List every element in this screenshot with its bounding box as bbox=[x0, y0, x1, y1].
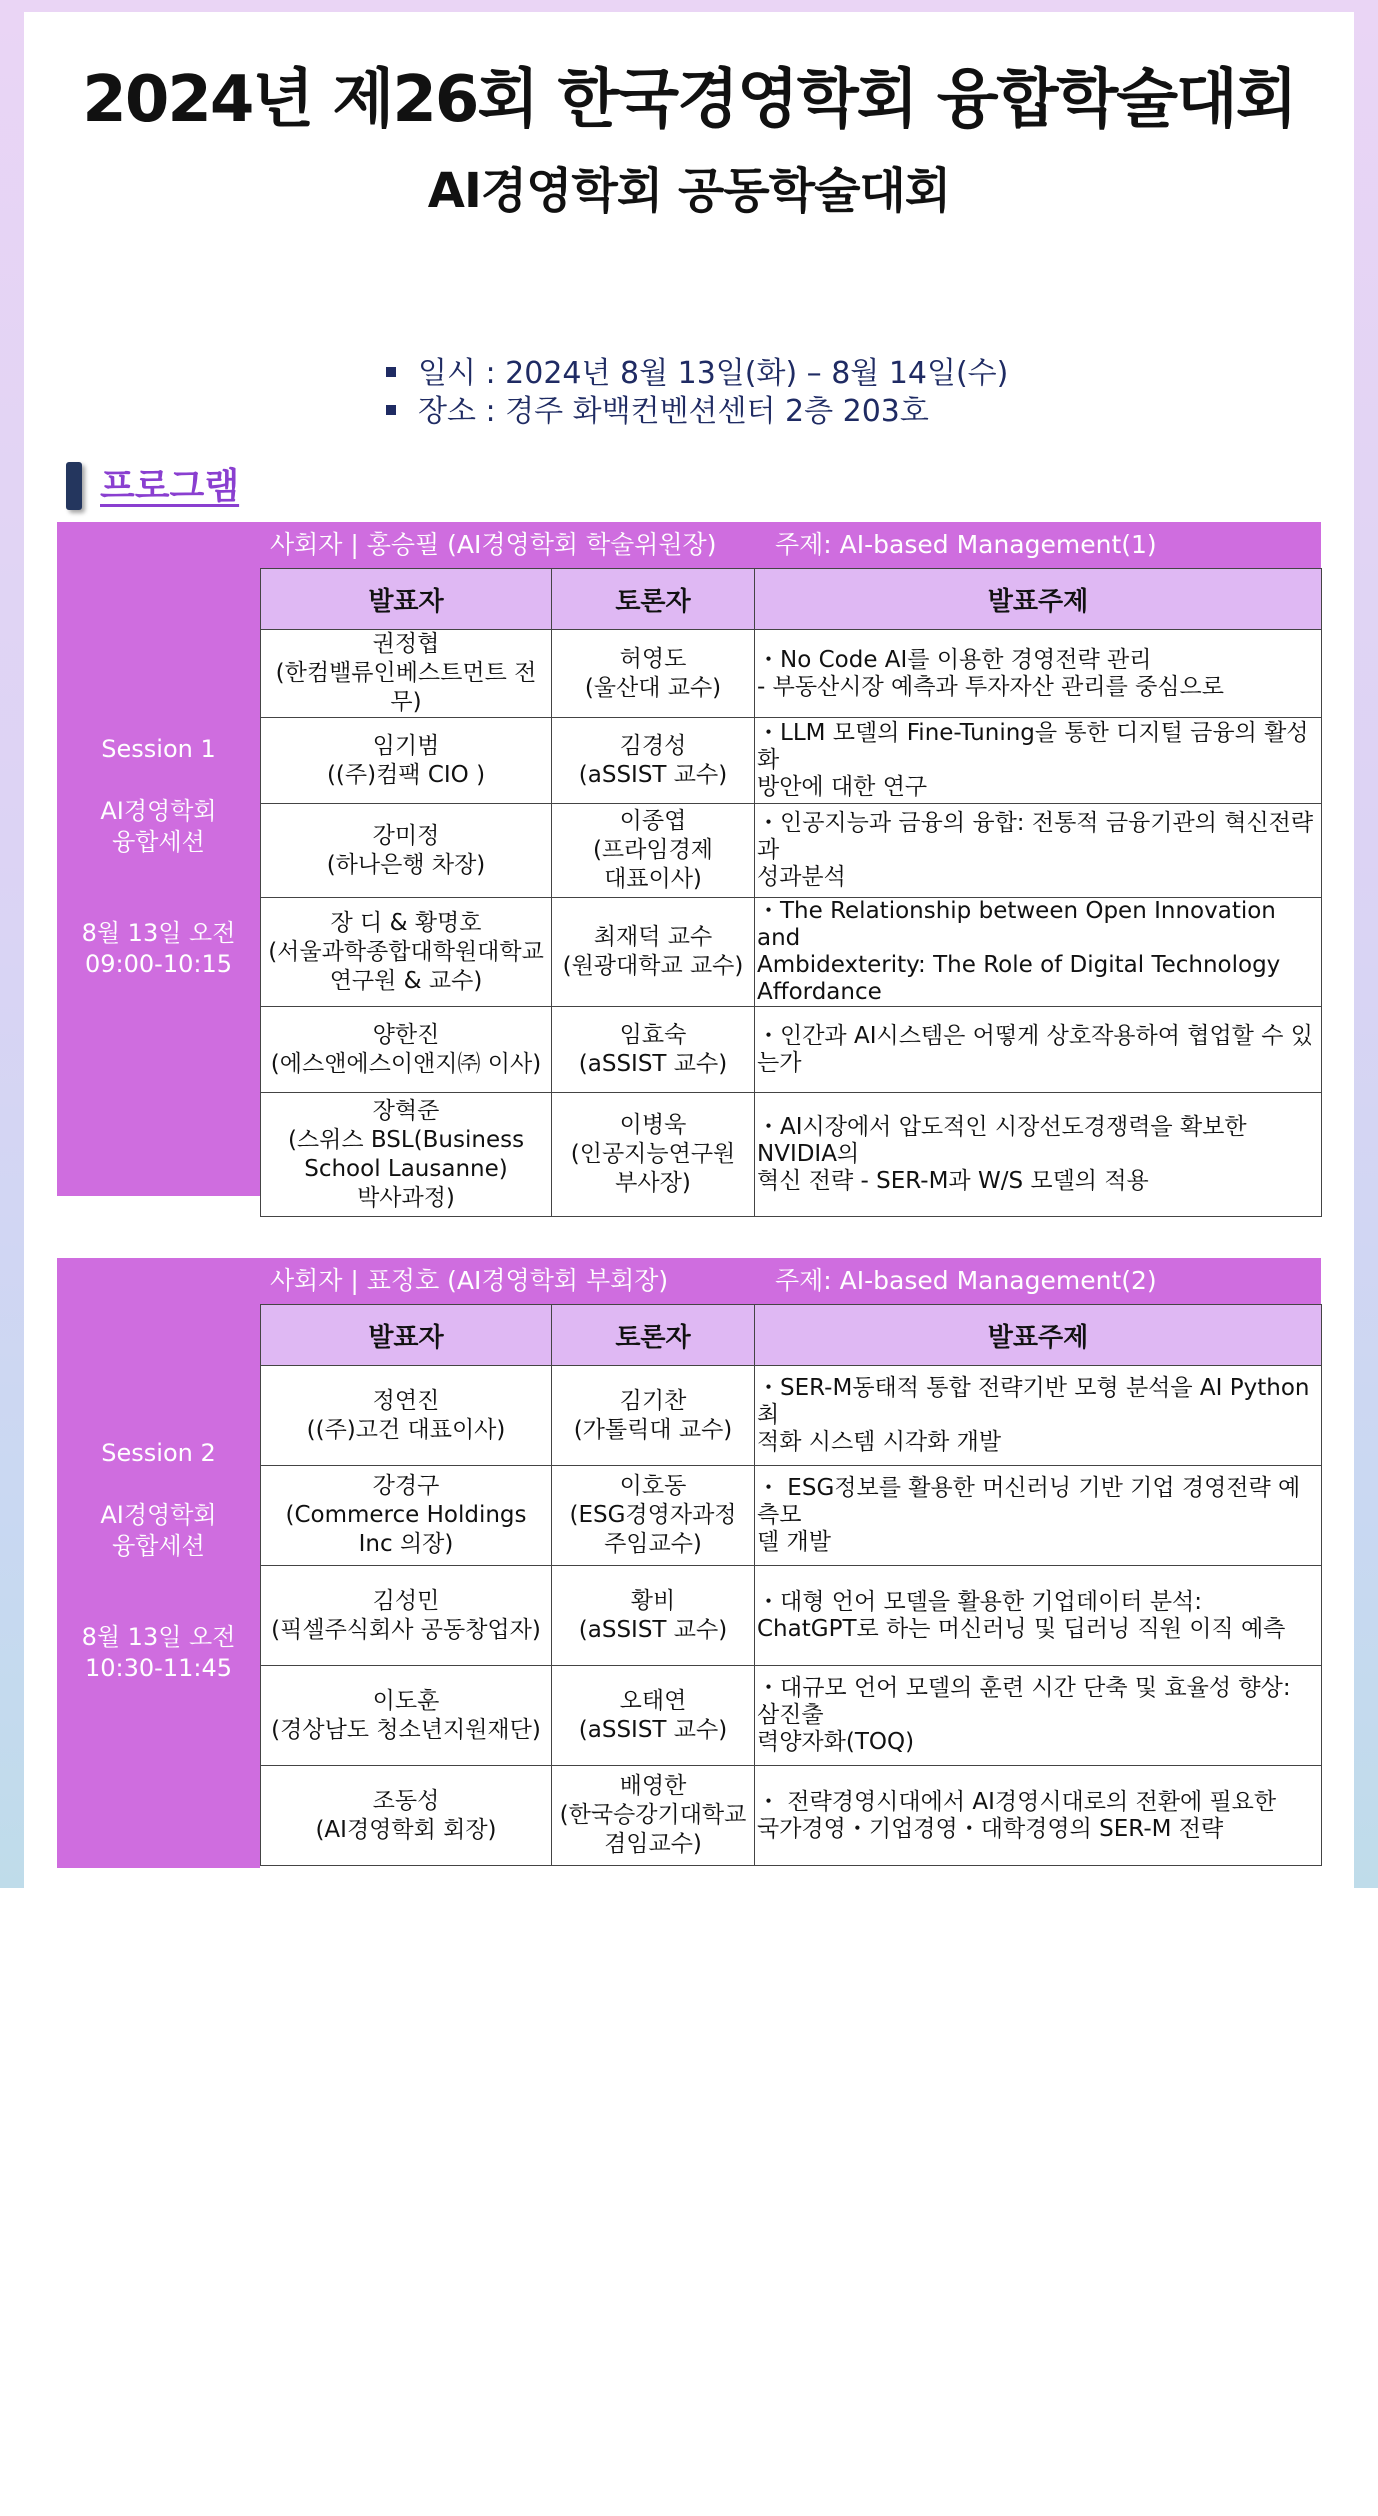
cell-line: - 부동산시장 예측과 투자자산 관리를 중심으로 bbox=[757, 673, 1224, 700]
cell-line: (픽셀주식회사 공동창업자) bbox=[271, 1616, 541, 1643]
topic-cell bbox=[755, 630, 1322, 718]
discussant-cell bbox=[552, 1566, 755, 1666]
presenter-cell bbox=[261, 1466, 552, 1566]
session-2-table bbox=[260, 1304, 1322, 1866]
cell-line: 임효숙 bbox=[619, 1021, 687, 1048]
cell-line: 김경성 bbox=[619, 732, 687, 759]
session-2-time-line: 8월 13일 오전 bbox=[81, 1623, 236, 1651]
session-2-type bbox=[57, 1500, 260, 1562]
session-1-block bbox=[57, 522, 1321, 1211]
cell-line: 국가경영・기업경영・대학경영의 SER-M 전략 bbox=[757, 1815, 1224, 1842]
table-header-row bbox=[261, 569, 1322, 630]
session-2-theme: 주제: AI-based Management(2) bbox=[775, 1266, 1157, 1295]
event-venue bbox=[386, 386, 929, 430]
topic-cell bbox=[755, 1366, 1322, 1466]
cell-line: ・SER-M동태적 통합 전략기반 모형 분석을 AI Python 최 bbox=[757, 1375, 1310, 1428]
discussant-header: 토론자 bbox=[552, 1305, 755, 1366]
square-bullet-icon bbox=[386, 367, 396, 377]
discussant-header: 토론자 bbox=[552, 569, 755, 630]
topic-cell bbox=[755, 1093, 1322, 1217]
session-2-moderator: 사회자 | 표정호 (AI경영학회 부회장) bbox=[270, 1266, 669, 1295]
cell-line: ・인공지능과 금융의 융합: 전통적 금융기관의 혁신전략과 bbox=[757, 810, 1314, 863]
table-row bbox=[261, 630, 1322, 718]
session-2-label-column bbox=[57, 1258, 260, 1868]
cell-line: ・No Code AI를 이용한 경영전략 관리 bbox=[757, 646, 1152, 673]
cell-line: (서울과학종합대학원대학교 bbox=[268, 938, 544, 965]
cell-line: 부사장) bbox=[615, 1170, 691, 1196]
cell-line: (aSSIST 교수) bbox=[578, 1050, 728, 1077]
session-1-type-line: 융합세션 bbox=[112, 828, 205, 856]
discussant-cell bbox=[552, 718, 755, 804]
cell-line: 오태연 bbox=[619, 1687, 687, 1714]
session-1-time bbox=[57, 918, 260, 980]
cell-line: ・LLM 모델의 Fine-Tuning을 통한 디지털 금융의 활성화 bbox=[757, 720, 1309, 773]
session-2-moderator-bar bbox=[260, 1258, 1321, 1304]
cell-line: 박사과정) bbox=[357, 1184, 455, 1211]
cell-line: (AI경영학회 회장) bbox=[315, 1816, 497, 1843]
cell-line: 성과분석 bbox=[757, 864, 846, 890]
session-2-time-line: 10:30-11:45 bbox=[85, 1654, 232, 1682]
cell-line: 김기찬 bbox=[619, 1387, 687, 1414]
cell-line: 연구원 & 교수) bbox=[329, 967, 483, 994]
cell-line: ・대규모 언어 모델의 훈련 시간 단축 및 효율성 향상: 삼진출 bbox=[757, 1675, 1291, 1728]
cell-line: 장 디 & 황명호 bbox=[330, 909, 482, 936]
discussant-cell bbox=[552, 1666, 755, 1766]
cell-line: ・AI시장에서 압도적인 시장선도경쟁력을 확보한 NVIDIA의 bbox=[757, 1114, 1247, 1167]
cell-line: 양한진 bbox=[372, 1021, 440, 1048]
cell-line: ((주)컴팩 CIO ) bbox=[326, 761, 486, 788]
cell-line: 혁신 전략 - SER-M과 W/S 모델의 적용 bbox=[757, 1168, 1149, 1194]
topic-cell bbox=[755, 1007, 1322, 1093]
presenter-cell bbox=[261, 1093, 552, 1217]
cell-line: 이종엽 bbox=[619, 808, 687, 834]
event-venue-text: 장소 : 경주 화백컨벤션센터 2층 203호 bbox=[418, 394, 929, 429]
cell-line: (ESG경영자과정 bbox=[569, 1502, 737, 1528]
table-row bbox=[261, 1666, 1322, 1766]
discussant-cell bbox=[552, 1007, 755, 1093]
table-header-row bbox=[261, 1305, 1322, 1366]
topic-header: 발표주제 bbox=[755, 569, 1322, 630]
session-2-name: Session 2 bbox=[101, 1439, 216, 1467]
cell-line: 최재덕 교수 bbox=[593, 924, 713, 950]
cell-line: ((주)고건 대표이사) bbox=[306, 1416, 506, 1443]
discussant-cell bbox=[552, 630, 755, 718]
section-marker-icon bbox=[66, 462, 82, 510]
presenter-cell bbox=[261, 1566, 552, 1666]
discussant-cell bbox=[552, 1466, 755, 1566]
cell-line: (울산대 교수) bbox=[584, 674, 722, 701]
cell-line: Ambidexterity: The Role of Digital Technology bbox=[757, 952, 1281, 978]
cell-line: 황비 bbox=[630, 1587, 676, 1614]
discussant-cell bbox=[552, 804, 755, 898]
session-1-type-line: AI경영학회 bbox=[100, 797, 217, 825]
discussant-cell bbox=[552, 1766, 755, 1866]
cell-line: 적화 시스템 시각화 개발 bbox=[757, 1429, 1002, 1455]
topic-cell bbox=[755, 1466, 1322, 1566]
square-bullet-icon bbox=[386, 405, 396, 415]
session-2-type-line: AI경영학회 bbox=[100, 1501, 217, 1529]
cell-line: 강미정 bbox=[372, 822, 440, 849]
cell-line: Affordance bbox=[757, 979, 882, 1005]
table-row bbox=[261, 804, 1322, 898]
presenter-cell bbox=[261, 1766, 552, 1866]
cell-line: 허영도 bbox=[619, 645, 687, 672]
cell-line: (한국승강기대학교 bbox=[559, 1802, 747, 1828]
table-row bbox=[261, 898, 1322, 1007]
cell-line: (aSSIST 교수) bbox=[578, 1716, 728, 1743]
table-row bbox=[261, 1566, 1322, 1666]
session-2-time bbox=[57, 1622, 260, 1684]
cell-line: ChatGPT로 하는 머신러닝 및 딥러닝 직원 이직 예측 bbox=[757, 1615, 1286, 1642]
cell-line: (인공지능연구원 bbox=[570, 1141, 736, 1167]
cell-line: 권정협 bbox=[372, 631, 440, 657]
cell-line: (에스앤에스이앤지㈜ 이사) bbox=[270, 1050, 542, 1077]
table-row bbox=[261, 718, 1322, 804]
presenter-header: 발표자 bbox=[261, 1305, 552, 1366]
discussant-cell bbox=[552, 1093, 755, 1217]
session-2-type-line: 융합세션 bbox=[112, 1532, 205, 1560]
cell-line: 델 개발 bbox=[757, 1529, 831, 1555]
cell-line: 김성민 bbox=[372, 1587, 440, 1614]
cell-line: ・대형 언어 모델을 활용한 기업데이터 분석: bbox=[757, 1588, 1203, 1615]
table-row bbox=[261, 1466, 1322, 1566]
session-1-moderator: 사회자 | 홍승필 (AI경영학회 학술위원장) bbox=[270, 530, 717, 559]
discussant-cell bbox=[552, 1366, 755, 1466]
table-row bbox=[261, 1093, 1322, 1217]
program-heading: 프로그램 bbox=[100, 466, 240, 507]
cell-line: 주임교수) bbox=[604, 1531, 702, 1557]
cell-line: 장혁준 bbox=[372, 1097, 440, 1124]
presenter-cell bbox=[261, 898, 552, 1007]
topic-cell bbox=[755, 1666, 1322, 1766]
presenter-cell bbox=[261, 804, 552, 898]
session-1-table bbox=[260, 568, 1322, 1217]
page-title: 2024년 제26회 한국경영학회 융합학술대회 bbox=[82, 63, 1296, 137]
presenter-cell bbox=[261, 718, 552, 804]
cell-line: 대표이사) bbox=[604, 866, 702, 892]
session-1-label-column bbox=[57, 522, 260, 1196]
cell-line: 배영한 bbox=[619, 1773, 687, 1799]
topic-cell bbox=[755, 804, 1322, 898]
session-1-time-line: 8월 13일 오전 bbox=[81, 919, 236, 947]
cell-line: School Lausanne) bbox=[304, 1155, 508, 1182]
cell-line: 이호동 bbox=[619, 1473, 687, 1499]
presenter-cell bbox=[261, 630, 552, 718]
table-row bbox=[261, 1366, 1322, 1466]
presenter-cell bbox=[261, 1366, 552, 1466]
topic-header: 발표주제 bbox=[755, 1305, 1322, 1366]
cell-line: (한컴밸류인베스트먼트 전무) bbox=[275, 660, 537, 715]
topic-cell bbox=[755, 718, 1322, 804]
cell-line: ・인간과 AI시스템은 어떻게 상호작용하여 협업할 수 있는가 bbox=[757, 1022, 1313, 1076]
cell-line: Inc 의장) bbox=[358, 1531, 454, 1557]
event-date-text: 일시 : 2024년 8월 13일(화) – 8월 14일(수) bbox=[418, 356, 1009, 391]
cell-line: (스위스 BSL(Business bbox=[287, 1126, 525, 1153]
cell-line: 임기범 bbox=[372, 732, 440, 759]
cell-line: 강경구 bbox=[372, 1473, 440, 1499]
session-2-block bbox=[57, 1258, 1321, 1868]
cell-line: (Commerce Holdings bbox=[285, 1502, 527, 1528]
session-1-time-line: 09:00-10:15 bbox=[85, 950, 232, 978]
cell-line: 방안에 대한 연구 bbox=[757, 774, 928, 800]
discussant-cell bbox=[552, 898, 755, 1007]
cell-line: (경상남도 청소년지원재단) bbox=[271, 1716, 541, 1743]
topic-cell bbox=[755, 898, 1322, 1007]
session-1-moderator-bar bbox=[260, 522, 1321, 568]
cell-line: (aSSIST 교수) bbox=[578, 1616, 728, 1643]
cell-line: 이도훈 bbox=[372, 1687, 440, 1714]
session-1-name: Session 1 bbox=[101, 735, 216, 763]
topic-cell bbox=[755, 1566, 1322, 1666]
cell-line: ・The Relationship between Open Innovation and bbox=[757, 898, 1276, 951]
session-1-theme: 주제: AI-based Management(1) bbox=[775, 530, 1157, 559]
table-row bbox=[261, 1766, 1322, 1866]
topic-cell bbox=[755, 1766, 1322, 1866]
presenter-cell bbox=[261, 1666, 552, 1766]
cell-line: 조동성 bbox=[372, 1787, 440, 1814]
cell-line: (원광대학교 교수) bbox=[562, 953, 744, 979]
presenter-cell bbox=[261, 1007, 552, 1093]
cell-line: (하나은행 차장) bbox=[326, 851, 486, 878]
cell-line: (aSSIST 교수) bbox=[578, 761, 728, 788]
session-1-type bbox=[57, 796, 260, 858]
table-row bbox=[261, 1007, 1322, 1093]
cell-line: 이병욱 bbox=[619, 1112, 687, 1138]
cell-line: ・ 전략경영시대에서 AI경영시대로의 전환에 필요한 bbox=[757, 1788, 1277, 1815]
cell-line: (가톨릭대 교수) bbox=[573, 1416, 733, 1443]
cell-line: 정연진 bbox=[372, 1387, 440, 1414]
cell-line: (프라임경제 bbox=[592, 837, 714, 863]
presenter-header: 발표자 bbox=[261, 569, 552, 630]
page-subtitle: AI경영학회 공동학술대회 bbox=[427, 163, 951, 219]
cell-line: ・ ESG정보를 활용한 머신러닝 기반 기업 경영전략 예측모 bbox=[757, 1475, 1301, 1528]
cell-line: 력양자화(TOQ) bbox=[757, 1729, 915, 1755]
cell-line: 겸임교수) bbox=[604, 1831, 702, 1857]
